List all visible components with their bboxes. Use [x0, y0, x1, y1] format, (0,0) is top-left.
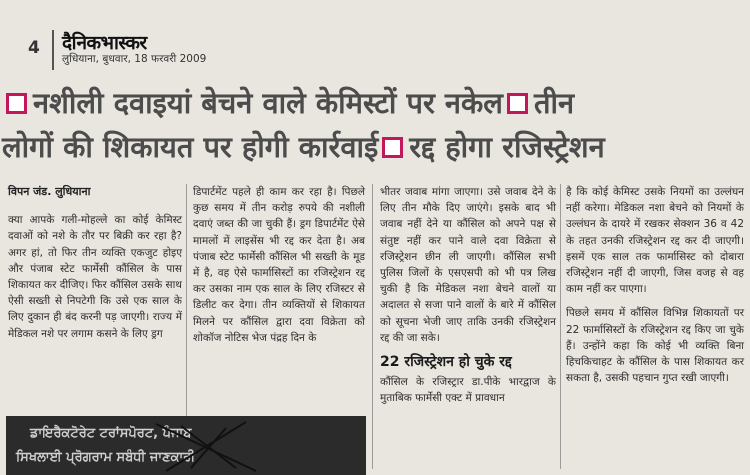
square-bullet-icon [6, 93, 27, 114]
subheading: 22 रजिस्ट्रेशन हो चुके रद्द [380, 354, 512, 371]
banner-line-2: ਸਿਖਲਾਈ ਪ੍ਰੋਗਰਾਮ ਸਬੰਧੀ ਜਾਣਕਾਰੀ [16, 450, 196, 465]
square-bullet-icon [507, 93, 528, 114]
article-column-2 [193, 184, 365, 348]
dateline: लुधियाना, बुधवार, 18 फरवरी 2009 [62, 53, 207, 65]
masthead-divider [52, 30, 54, 70]
headline-part-3: लोगों की शिकायत पर होगी कार्रवाई [2, 130, 379, 164]
square-bullet-icon [382, 137, 403, 158]
article-paragraph: पिछले समय में कौंसिल विभिन्न शिकायतों पर 22 फार्मासिस्टों के रजिस्ट्रेशन रद्द किए जा चुके हैं। उन्होंने कहा कि कोई भी व्यक्ति बिना हिचकिचाहट के कौंसिल के पास शिकायत कर सकता है, उसकी पहचान गुप्त रखी जाएगी। [566, 307, 744, 385]
headline-part-4: रद्द होगा रजिस्ट्रेशन [409, 130, 605, 164]
headline-line-1 [2, 86, 574, 120]
headline-part-1: नशीली दवाइयां बेचने वाले केमिस्टों पर नकेल [33, 86, 503, 120]
column-divider [560, 184, 561, 469]
article-column-1 [8, 184, 182, 344]
article-paragraph: है कि कोई केमिस्ट उसके नियमों का उल्लंघन नहीं करेगा। मेडिकल नशा बेचने को नियमों के उल्लंघन के दायरे में रखकर सेक्शन 36 व 42 के तहत उनकी रजिस्ट्रेशन रद्द कर दी जाएगी। इसमें एक साल तक फार्मासिस्ट को दोबारा रजिस्ट्रेशन नहीं दी जाएगी, जिस वजह से वह काम नहीं कर पाएगा। [566, 186, 744, 296]
article-column-3 [380, 184, 556, 409]
article-paragraph: क्या आपके गली-मोहल्ले का कोई केमिस्ट दवाओं को नशे के तौर पर बिक्री कर रहा है? अगर हां, तो फिर तीन व्यक्ति एकजुट होइए और पंजाब स्टेट फार्मेसी कौंसिल के पास शिकायत कर दीजिए। फिर कौंसिल उसके साथ ऐसी सख्ती से निपटेगी कि उसे एक साल के लिए दुकान ही बंद करनी पड़ जाएगी। राज्य में मेडिकल नशे पर लगाम कसने के लिए ड्रग [8, 214, 182, 340]
scribble-mark-icon [6, 416, 366, 475]
article-paragraph: डिपार्टमेंट पहले ही काम कर रहा है। पिछले कुछ समय में तीन करोड़ रुपये की नशीली दवाएं जब्त की जा चुकी हैं। ड्रग डिपार्टमेंट ऐसे मामलों में लाइसेंस भी रद्द कर देता है। अब पंजाब स्टेट फार्मेसी कौंसिल भी सख्ती के मूड में है, वह ऐसे फार्मासिस्टों का रजिस्ट्रेशन रद्द कर उसका नाम एक साल के लिए रजिस्टर से डिलीट कर देगा। तीन व्यक्तियों से शिकायत मिलने पर कौंसिल द्वारा दवा विक्रेता को शोकॉज नोटिस भेज पंद्रह दिन के [193, 186, 365, 344]
article-column-4 [566, 184, 744, 388]
column-divider [372, 184, 373, 469]
article-paragraph: कौंसिल के रजिस्ट्रार डा.पीके भारद्वाज के मुताबिक फार्मेसी एक्ट में प्रावधान [380, 376, 556, 405]
byline: विपन जंड. लुधियाना [8, 185, 91, 198]
headline-line-2 [2, 130, 605, 164]
advertisement-banner [6, 416, 366, 475]
page-number: 4 [28, 38, 40, 58]
paper-name: दैनिकभास्कर [62, 32, 147, 54]
banner-line-1: ਡਾਇਰੈਕਟੋਰੇਟ ਟਰਾਂਸਪੋਰਟ, ਪੰਜਾਬ [30, 426, 192, 441]
article-paragraph: भीतर जवाब मांगा जाएगा। उसे जवाब देने के लिए तीन मौके दिए जाएंगे। इसके बाद भी जवाब नहीं देने या कौंसिल को अपने पक्ष से संतुष्ट नहीं कर पाने वाले दवा विक्रेता से रजिस्ट्रेशन छीन ली जाएगी। कौंसिल सभी पुलिस जिलों के एसएसपी को भी पत्र लिख चुकी है कि मेडिकल नशा बेचने वालों या अदालत से सजा पाने वालों के बारे में कौंसिल को सूचना भेजी जाए ताकि उनकी रजिस्ट्रेशन रद्द की जा सके। [380, 186, 556, 344]
headline-part-2: तीन [533, 86, 575, 120]
